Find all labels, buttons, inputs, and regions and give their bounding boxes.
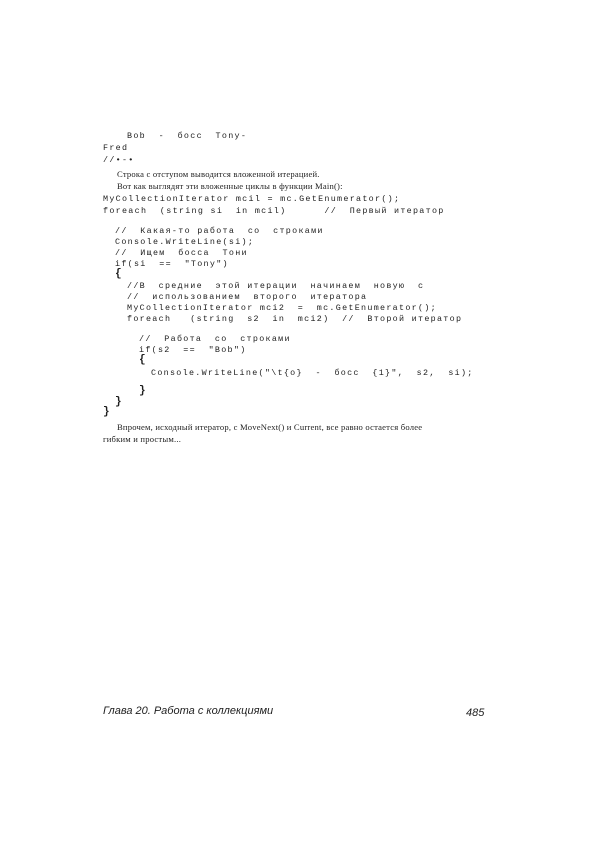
code-line: foreach (string si in mcil) // Первый итератор [103, 206, 445, 216]
paragraph-line: Впрочем, исходный итератор, с MoveNext() и Current, все равно остается более [117, 422, 423, 432]
code-line: // Ищем босса Тони [115, 248, 248, 258]
code-line: // Работа со строками [139, 334, 291, 344]
code-line: // Какая-то работа со строками [115, 226, 324, 236]
paragraph-line: гибким и простым... [103, 434, 182, 444]
code-line: if(s2 == "Bob") [139, 345, 247, 355]
output-line-3: //•-• [103, 155, 135, 165]
output-line-2: Fred [103, 143, 129, 153]
code-brace: } [115, 396, 123, 408]
output-line-1: Bob - босс Tony- [127, 131, 248, 141]
code-line: Console.WriteLine(si); [115, 237, 255, 247]
code-line: Console.WriteLine("\t{o} - босс {1}", s2, si); [151, 368, 474, 378]
code-line: if(si == "Tony") [115, 259, 229, 269]
code-brace: { [115, 268, 123, 280]
chapter-title: Глава 20. Работа с коллекциями [103, 705, 274, 717]
code-line: // использованием второго итератора [127, 292, 368, 302]
code-line: //В средние этой итерации начинаем новую с [127, 281, 425, 291]
paragraph-line: Вот как выглядят эти вложенные циклы в функции Main(): [117, 181, 343, 191]
code-line: MyCollectionIterator mcil = mc.GetEnumerator(); [103, 194, 401, 204]
code-brace: } [139, 385, 147, 397]
paragraph-line: Строка с отступом выводится вложенной итерацией. [117, 169, 320, 179]
code-line: foreach (string s2 in mci2) // Второй итератор [127, 314, 463, 324]
code-brace: { [139, 354, 147, 366]
page-number: 485 [466, 707, 485, 719]
code-brace: } [103, 406, 111, 418]
code-line: MyCollectionIterator mci2 = mc.GetEnumerator(); [127, 303, 437, 313]
